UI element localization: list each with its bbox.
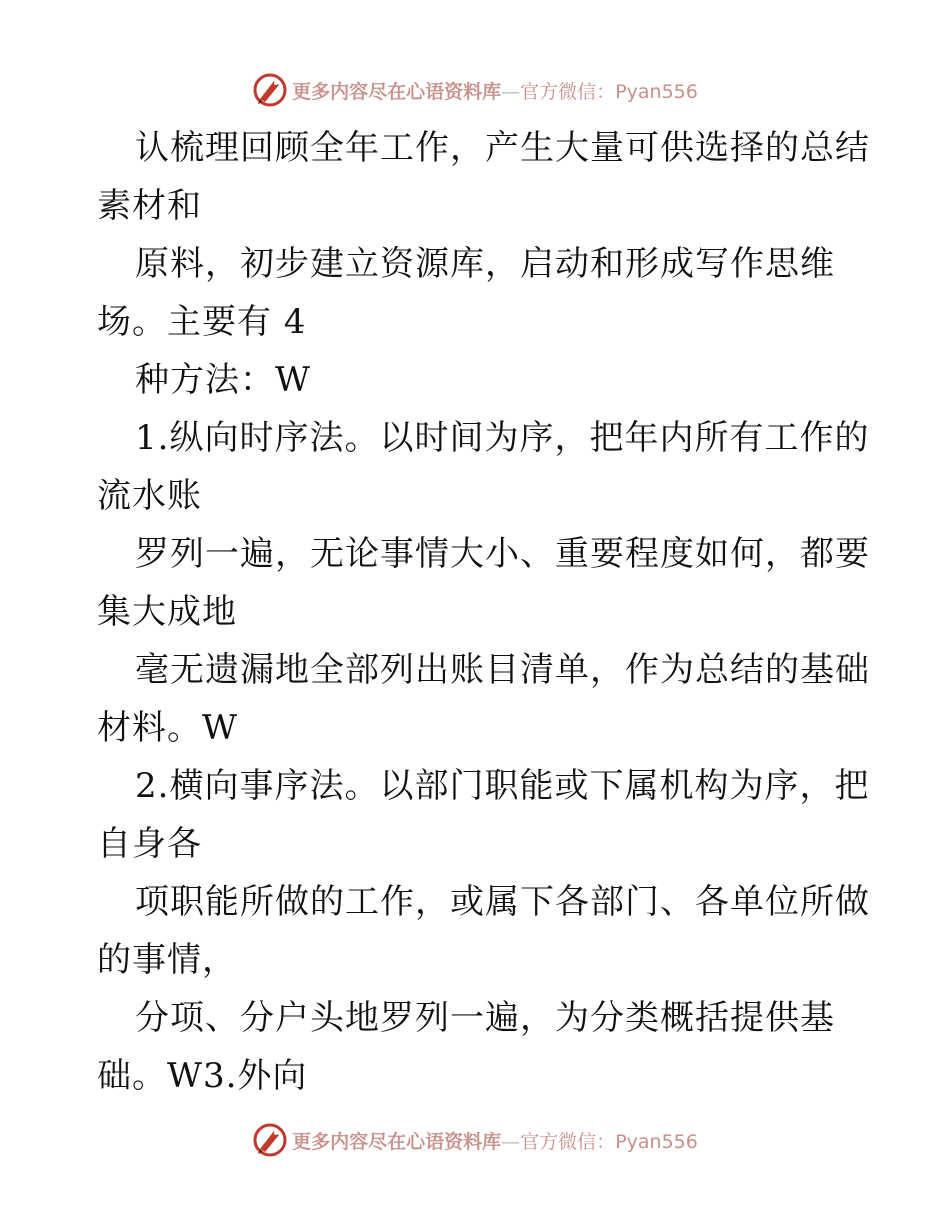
body-line: 素材和 xyxy=(97,186,202,226)
body-line: 1.纵向时序法。以时间为序，把年内所有工作的 xyxy=(135,418,870,458)
body-line: 项职能所做的工作，或属下各部门、各单位所做 xyxy=(135,882,870,922)
watermark-account: Pyan556 xyxy=(615,80,698,103)
body-line: 流水账 xyxy=(97,476,202,516)
body-line: 集大成地 xyxy=(97,592,237,632)
body-line: 毫无遗漏地全部列出账目清单，作为总结的基础 xyxy=(135,650,870,690)
watermark-separator: — xyxy=(501,1130,521,1153)
watermark-wechat-label: 官方微信： xyxy=(520,1130,616,1153)
pen-logo-icon xyxy=(252,1122,288,1158)
watermark-account: Pyan556 xyxy=(615,1130,698,1153)
watermark-wechat-label: 官方微信： xyxy=(520,80,616,103)
watermark-site: 更多内容尽在心语资料库 xyxy=(292,1130,502,1153)
footer-watermark xyxy=(0,1120,950,1160)
body-line: 础。W3.外向 xyxy=(97,1056,308,1096)
watermark-site: 更多内容尽在心语资料库 xyxy=(292,80,502,103)
body-line: 认梳理回顾全年工作，产生大量可供选择的总结 xyxy=(135,128,870,168)
body-line: 的事情， xyxy=(97,940,237,980)
body-line: 材料。W xyxy=(97,708,238,748)
body-line: 原料，初步建立资源库，启动和形成写作思维 xyxy=(135,244,835,284)
header-watermark xyxy=(0,70,950,110)
body-line: 分项、分户头地罗列一遍，为分类概括提供基 xyxy=(135,998,835,1038)
watermark-text xyxy=(292,1127,698,1154)
watermark-text xyxy=(292,77,698,104)
body-line: 2.横向事序法。以部门职能或下属机构为序，把 xyxy=(135,766,870,806)
body-line: 场。主要有 4 xyxy=(97,302,307,342)
body-line: 种方法：W xyxy=(135,360,311,400)
watermark-separator: — xyxy=(501,80,521,103)
pen-logo-icon xyxy=(252,72,288,108)
body-line: 罗列一遍，无论事情大小、重要程度如何，都要 xyxy=(135,534,870,574)
body-line: 自身各 xyxy=(97,824,202,864)
